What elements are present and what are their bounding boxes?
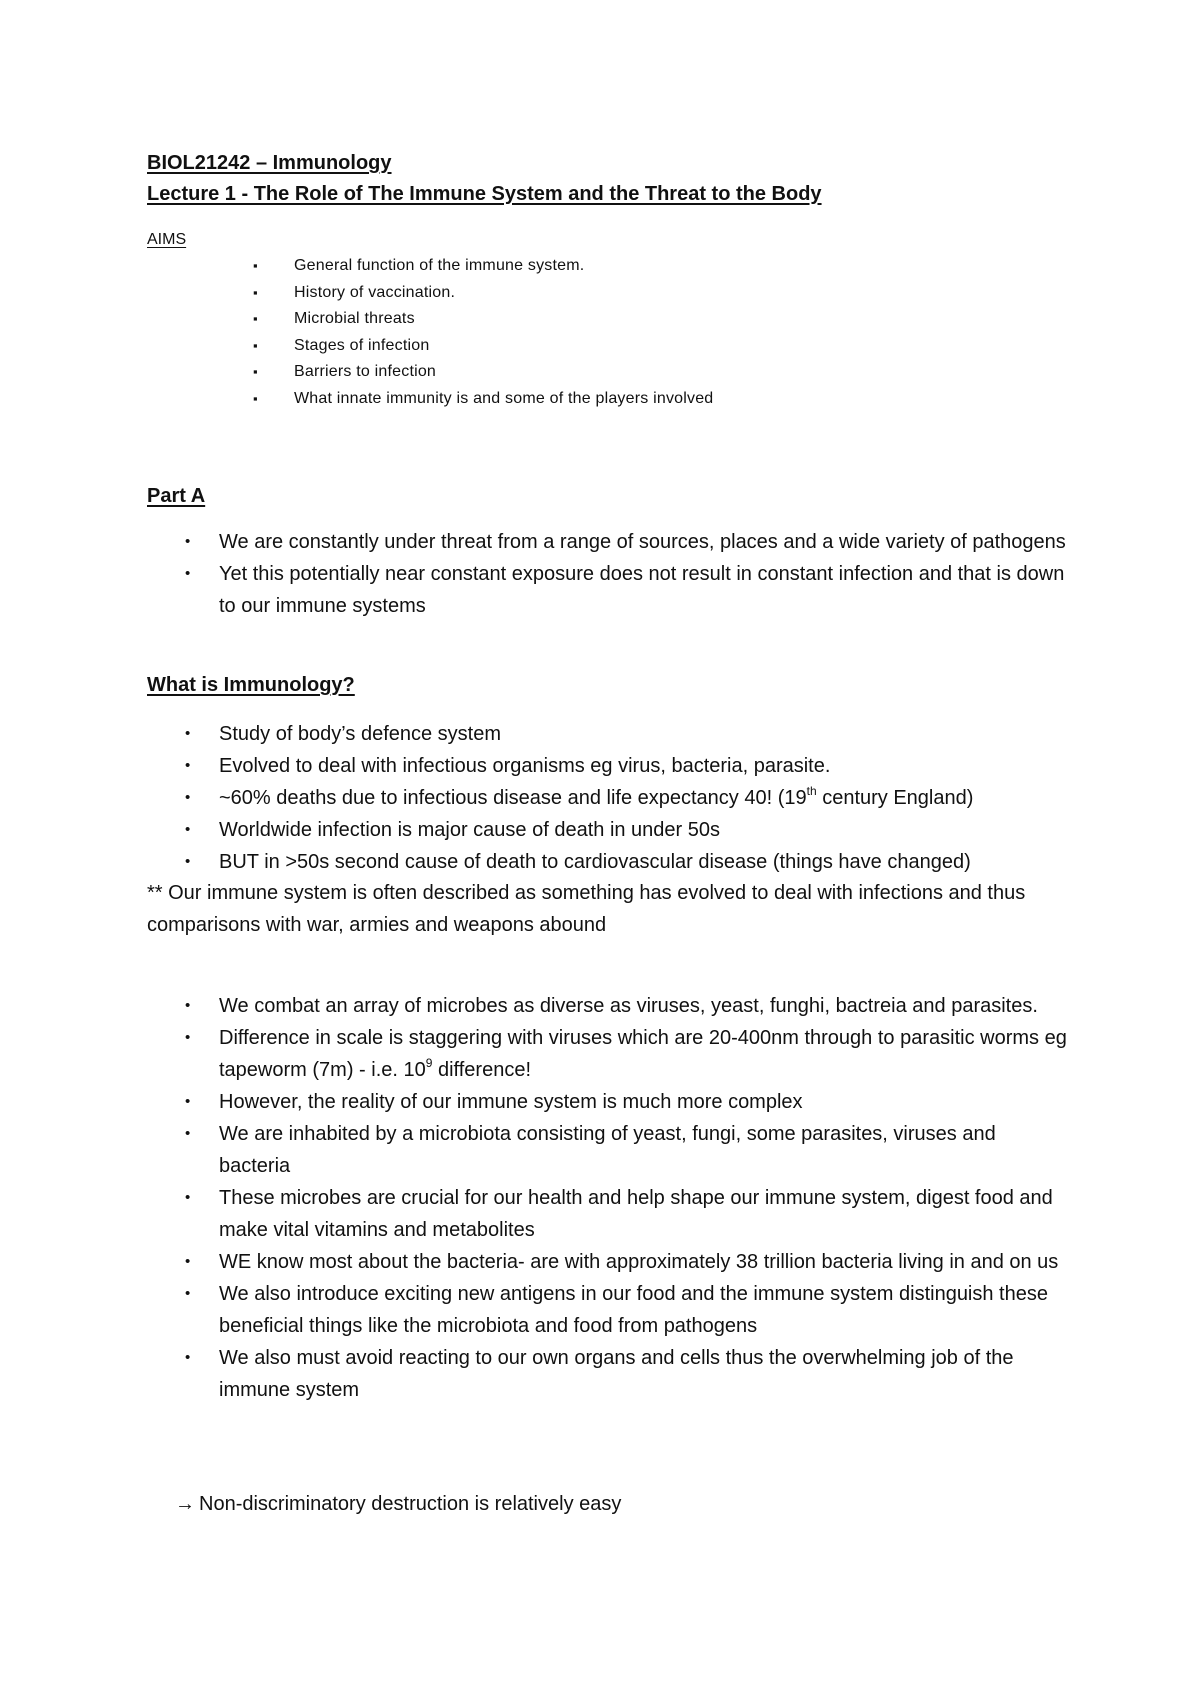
aim-item: ▪ Stages of infection xyxy=(253,333,713,360)
aim-item: ▪ What innate immunity is and some of the players involved xyxy=(253,386,713,413)
item-text: Difference in scale is staggering with viruses which are 20-400nm through to parasitic worms eg tapeworm (7m) - i.e. 10 xyxy=(219,1027,1067,1081)
list-item xyxy=(147,782,1067,814)
aim-item: ▪ Barriers to infection xyxy=(253,359,713,386)
aim-item: ▪ General function of the immune system. xyxy=(253,253,713,280)
what-is-immunology-list xyxy=(147,718,1067,878)
conclusion-text: Non-discriminatory destruction is relatively easy xyxy=(199,1493,622,1515)
aim-item: ▪ Microbial threats xyxy=(253,306,713,333)
note-paragraph: ** Our immune system is often described as something has evolved to deal with infections and thus comparisons with war, armies and weapons abound xyxy=(147,882,1026,936)
list-item: • Yet this potentially near constant exposure does not result in constant infection and that is down to our immune systems xyxy=(147,558,1067,622)
part-a-heading: Part A xyxy=(147,485,206,507)
list-item: • Study of body’s defence system xyxy=(147,718,1067,750)
list-item: • WE know most about the bacteria- are with approximately 38 trillion bacteria living in and on us xyxy=(147,1246,1067,1278)
arrow-right-icon: → xyxy=(175,1493,195,1515)
list-item: • We also must avoid reacting to our own organs and cells thus the overwhelming job of the immune system xyxy=(147,1342,1067,1406)
list-item: • We also introduce exciting new antigens in our food and the immune system distinguish these beneficial things like the microbiota and food from pathogens xyxy=(147,1278,1067,1342)
item-text: ~60% deaths due to infectious disease and life expectancy 40! (19 xyxy=(219,787,807,809)
aim-item: ▪ History of vaccination. xyxy=(253,280,713,307)
list-item: • BUT in >50s second cause of death to cardiovascular disease (things have changed) xyxy=(147,846,1067,878)
lecture-title: Lecture 1 - The Role of The Immune System and the Threat to the Body xyxy=(147,183,822,205)
superscript: 9 xyxy=(425,1056,433,1070)
course-title: BIOL21242 – Immunology xyxy=(147,152,392,174)
what-is-immunology-heading: What is Immunology? xyxy=(147,674,355,696)
item-text: difference! xyxy=(432,1059,532,1081)
part-a-list xyxy=(147,526,1067,622)
conclusion xyxy=(175,1488,621,1520)
list-item: • We are constantly under threat from a range of sources, places and a wide variety of pathogens xyxy=(147,526,1067,558)
list-item xyxy=(147,1022,1067,1086)
list-item: • We combat an array of microbes as diverse as viruses, yeast, funghi, bactreia and parasites. xyxy=(147,990,1067,1022)
aims-label: AIMS xyxy=(147,231,187,248)
aims-list xyxy=(253,253,713,413)
list-item: • Evolved to deal with infectious organisms eg virus, bacteria, parasite. xyxy=(147,750,1067,782)
item-text: century England) xyxy=(816,787,974,809)
list-item: • We are inhabited by a microbiota consisting of yeast, fungi, some parasites, viruses and bacteria xyxy=(147,1118,1067,1182)
superscript: th xyxy=(806,784,817,798)
list-item: • These microbes are crucial for our health and help shape our immune system, digest food and make vital vitamins and metabolites xyxy=(147,1182,1067,1246)
list-item: • Worldwide infection is major cause of death in under 50s xyxy=(147,814,1067,846)
list-item: • However, the reality of our immune system is much more complex xyxy=(147,1086,1067,1118)
microbes-list xyxy=(147,990,1067,1406)
